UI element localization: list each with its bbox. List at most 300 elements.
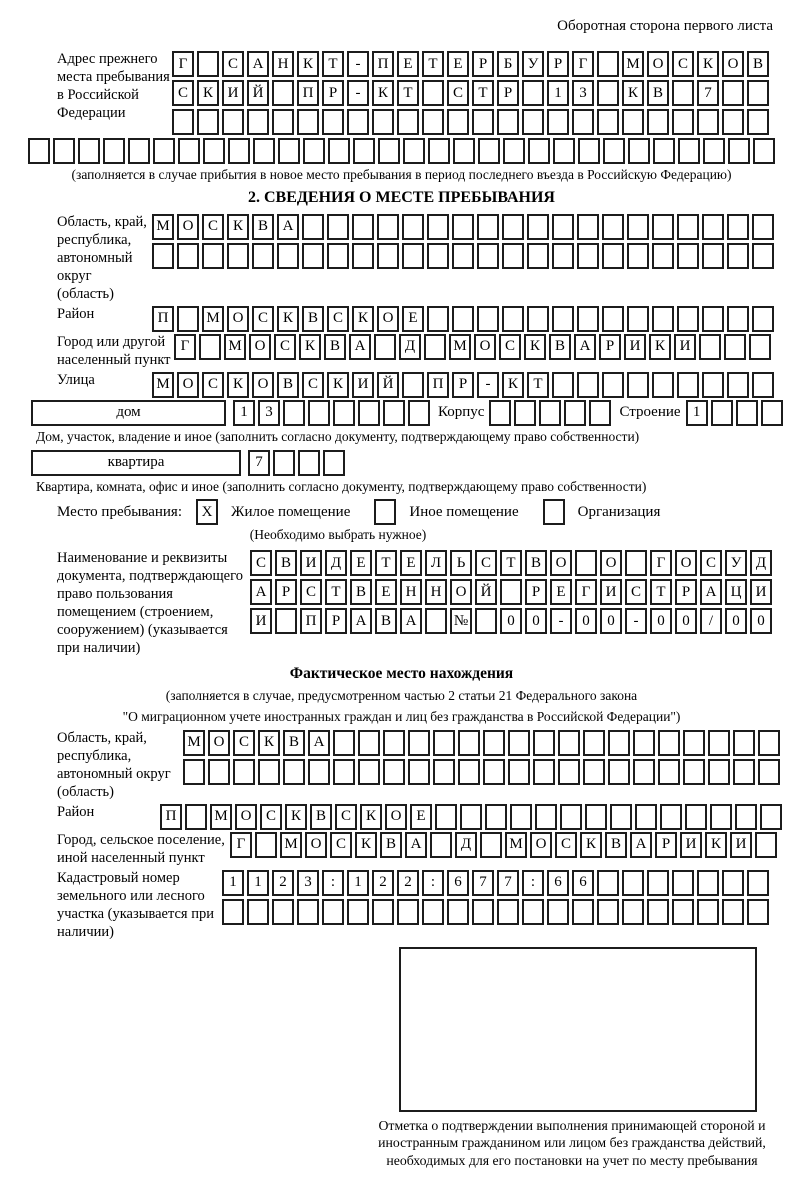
form-cell — [430, 832, 452, 858]
prev-address-note: (заполняется в случае прибытия в новое место пребывания в период последнего въезда в Российскую Федерацию) — [71, 167, 732, 182]
fact-location-note-1: (заполняется в случае, предусмотренном частью 2 статьи 21 Федерального закона — [165, 688, 638, 704]
form-cell — [747, 80, 769, 106]
form-cell: С — [202, 372, 224, 398]
form-cell — [297, 899, 319, 925]
form-cell: А — [349, 334, 371, 360]
form-cell — [697, 899, 719, 925]
form-cell — [627, 306, 649, 332]
form-cell: А — [350, 608, 372, 634]
form-cell — [500, 579, 522, 605]
form-cell: Р — [325, 608, 347, 634]
form-cell: : — [522, 870, 544, 896]
form-cell — [177, 243, 199, 269]
form-cell — [322, 109, 344, 135]
stay-type-block — [57, 499, 775, 525]
form-cell: О — [722, 51, 744, 77]
form-cell: Н — [425, 579, 447, 605]
stamp-area — [28, 947, 775, 1171]
form-cell — [678, 138, 700, 164]
form-cell — [677, 243, 699, 269]
form-cell: 1 — [547, 80, 569, 106]
form-cell — [547, 109, 569, 135]
form-cell: В — [647, 80, 669, 106]
form-cell — [647, 109, 669, 135]
form-cell — [247, 109, 269, 135]
form-cell: О — [177, 372, 199, 398]
form-cell — [202, 243, 224, 269]
district-row — [152, 306, 777, 332]
document-row-1 — [250, 550, 775, 576]
form-cell — [660, 804, 682, 830]
form-cell — [758, 730, 780, 756]
form-cell: О — [249, 334, 271, 360]
form-cell — [452, 243, 474, 269]
form-cell — [503, 138, 525, 164]
form-cell — [610, 804, 632, 830]
form-cell — [583, 730, 605, 756]
form-cell: 0 — [525, 608, 547, 634]
form-cell — [755, 832, 777, 858]
form-cell — [427, 243, 449, 269]
form-cell — [208, 759, 230, 785]
form-cell: И — [352, 372, 374, 398]
form-cell: 7 — [472, 870, 494, 896]
form-cell — [347, 899, 369, 925]
form-cell — [374, 499, 396, 525]
form-cell: О — [550, 550, 572, 576]
form-cell — [402, 243, 424, 269]
form-cell — [627, 372, 649, 398]
form-cell — [353, 138, 375, 164]
form-cell: Р — [599, 334, 621, 360]
form-cell — [408, 400, 430, 426]
form-cell — [152, 243, 174, 269]
region-row-1 — [152, 214, 777, 240]
form-cell: : — [322, 870, 344, 896]
form-cell: М — [449, 334, 471, 360]
form-cell: Т — [397, 80, 419, 106]
form-cell: - — [477, 372, 499, 398]
form-cell: Б — [497, 51, 519, 77]
form-cell — [358, 400, 380, 426]
prev-address-row-1 — [172, 51, 772, 77]
form-cell: Т — [472, 80, 494, 106]
form-cell — [278, 138, 300, 164]
form-cell — [283, 400, 305, 426]
form-cell: И — [674, 334, 696, 360]
form-cell: - — [347, 51, 369, 77]
form-cell: - — [625, 608, 647, 634]
document-block — [28, 550, 775, 658]
form-cell — [53, 138, 75, 164]
form-cell: 7 — [497, 870, 519, 896]
form-cell: Д — [455, 832, 477, 858]
form-cell: 1 — [247, 870, 269, 896]
form-cell: 2 — [397, 870, 419, 896]
form-cell: 0 — [750, 608, 772, 634]
form-cell: Й — [475, 579, 497, 605]
form-cell — [622, 870, 644, 896]
form-cell: С — [625, 579, 647, 605]
form-cell: Г — [575, 579, 597, 605]
form-cell: Г — [172, 51, 194, 77]
form-cell: 7 — [697, 80, 719, 106]
form-cell: О — [252, 372, 274, 398]
form-cell — [672, 109, 694, 135]
form-cell: С — [222, 51, 244, 77]
form-cell — [697, 109, 719, 135]
form-cell: К — [622, 80, 644, 106]
form-cell — [602, 243, 624, 269]
form-cell: 2 — [272, 870, 294, 896]
form-cell — [460, 804, 482, 830]
form-cell — [685, 804, 707, 830]
form-cell — [597, 899, 619, 925]
stay-option-organization: Организация — [577, 503, 661, 520]
form-cell: В — [283, 730, 305, 756]
form-cell: А — [700, 579, 722, 605]
form-cell: С — [233, 730, 255, 756]
form-cell — [489, 400, 511, 426]
region-label: Область, край, республика, автономный округ (область) — [57, 213, 147, 302]
form-cell — [502, 214, 524, 240]
form-cell — [425, 608, 447, 634]
form-cell — [233, 759, 255, 785]
form-cell — [652, 214, 674, 240]
street-block — [28, 372, 775, 398]
document-label: Наименование и реквизиты документа, подтверждающего право пользования помещением (строением, сооружением) (указывается при наличии) — [57, 550, 243, 657]
fact-location-note-2: "О миграционном учете иностранных граждан и лиц без гражданства в Российской Федерации") — [122, 708, 681, 724]
form-cell: С — [330, 832, 352, 858]
form-cell: О — [647, 51, 669, 77]
form-cell — [502, 306, 524, 332]
form-cell: С — [300, 579, 322, 605]
form-cell — [558, 730, 580, 756]
form-cell — [728, 138, 750, 164]
form-cell: О — [675, 550, 697, 576]
prev-address-row-4 — [28, 138, 775, 164]
form-cell — [760, 804, 782, 830]
form-cell — [222, 109, 244, 135]
stay-option-residential: Жилое помещение — [231, 503, 351, 520]
form-cell — [333, 730, 355, 756]
form-cell — [374, 334, 396, 360]
form-cell: А — [277, 214, 299, 240]
form-cell: О — [208, 730, 230, 756]
form-cell: А — [405, 832, 427, 858]
form-cell: И — [750, 579, 772, 605]
form-cell — [658, 759, 680, 785]
form-cell — [177, 306, 199, 332]
form-cell — [711, 400, 733, 426]
district-block — [28, 306, 775, 332]
form-cell — [183, 759, 205, 785]
form-cell: К — [197, 80, 219, 106]
stay-type-note: (Необходимо выбрать нужное) — [249, 527, 427, 543]
form-cell: А — [308, 730, 330, 756]
fact-region-block — [28, 730, 775, 802]
form-cell: П — [300, 608, 322, 634]
form-cell: 3 — [572, 80, 594, 106]
form-cell — [752, 243, 774, 269]
form-cell — [527, 214, 549, 240]
form-cell — [710, 804, 732, 830]
confirmation-stamp-box — [399, 947, 757, 1112]
form-cell — [672, 899, 694, 925]
form-cell — [433, 759, 455, 785]
form-cell: К — [227, 372, 249, 398]
form-cell — [303, 138, 325, 164]
form-cell — [358, 730, 380, 756]
cadastral-label: Кадастровый номер земельного или лесного участка (указывается при наличии) — [57, 869, 214, 940]
form-cell: П — [160, 804, 182, 830]
form-cell: А — [630, 832, 652, 858]
fact-region-row-1 — [183, 730, 783, 756]
form-cell — [697, 870, 719, 896]
form-cell — [477, 306, 499, 332]
form-cell — [652, 306, 674, 332]
form-cell — [323, 450, 345, 476]
form-cell — [733, 759, 755, 785]
form-cell — [733, 730, 755, 756]
form-cell — [597, 80, 619, 106]
form-cell: 6 — [447, 870, 469, 896]
form-cell — [422, 899, 444, 925]
form-cell: С — [302, 372, 324, 398]
house-note: Дом, участок, владение и иное (заполнить согласно документу, подтверждающему право собственности) — [36, 428, 640, 444]
form-cell: : — [422, 870, 444, 896]
form-cell: Р — [675, 579, 697, 605]
form-cell — [252, 243, 274, 269]
form-cell: Т — [527, 372, 549, 398]
form-cell — [597, 109, 619, 135]
form-cell — [475, 608, 497, 634]
form-cell: 1 — [233, 400, 255, 426]
form-cell: С — [274, 334, 296, 360]
form-cell — [627, 214, 649, 240]
cadastral-row-1 — [222, 870, 772, 896]
form-cell: С — [327, 306, 349, 332]
form-cell: В — [747, 51, 769, 77]
form-cell: 0 — [500, 608, 522, 634]
form-cell: К — [697, 51, 719, 77]
form-cell: С — [499, 334, 521, 360]
form-cell: Р — [655, 832, 677, 858]
fact-city-row — [230, 832, 780, 858]
form-cell — [647, 870, 669, 896]
section2-title: 2. СВЕДЕНИЯ О МЕСТЕ ПРЕБЫВАНИЯ — [248, 188, 555, 206]
form-cell: М — [224, 334, 246, 360]
form-cell — [28, 138, 50, 164]
stay-option-other: Иное помещение — [409, 503, 519, 520]
form-cell: Р — [547, 51, 569, 77]
form-cell — [522, 80, 544, 106]
form-cell: А — [247, 51, 269, 77]
form-cell — [608, 759, 630, 785]
form-cell — [372, 109, 394, 135]
form-cell: К — [299, 334, 321, 360]
form-cell — [539, 400, 561, 426]
form-cell: 0 — [725, 608, 747, 634]
form-cell — [272, 899, 294, 925]
form-cell — [327, 214, 349, 240]
form-cell: Е — [447, 51, 469, 77]
form-cell — [543, 499, 565, 525]
form-cell: - — [347, 80, 369, 106]
form-cell: № — [450, 608, 472, 634]
form-cell: О — [385, 804, 407, 830]
form-cell: К — [285, 804, 307, 830]
form-cell — [735, 804, 757, 830]
stroenie-row — [686, 400, 786, 426]
form-cell — [761, 400, 783, 426]
form-cell — [722, 80, 744, 106]
form-cell: 3 — [297, 870, 319, 896]
form-cell: / — [700, 608, 722, 634]
form-cell — [672, 80, 694, 106]
form-cell — [577, 372, 599, 398]
form-cell: К — [372, 80, 394, 106]
form-cell — [383, 400, 405, 426]
form-cell — [708, 759, 730, 785]
form-cell — [597, 51, 619, 77]
form-cell: М — [280, 832, 302, 858]
form-cell: 3 — [258, 400, 280, 426]
form-cell — [247, 899, 269, 925]
form-cell — [752, 214, 774, 240]
form-cell: 1 — [347, 870, 369, 896]
document-row-2 — [250, 579, 775, 605]
form-cell — [153, 138, 175, 164]
stay-checkbox-organization — [543, 499, 568, 525]
form-cell — [185, 804, 207, 830]
form-cell — [658, 730, 680, 756]
form-cell — [103, 138, 125, 164]
form-cell: Р — [452, 372, 474, 398]
form-cell: Р — [275, 579, 297, 605]
form-cell — [402, 214, 424, 240]
prev-address-row-2 — [172, 80, 772, 106]
form-cell — [702, 306, 724, 332]
fact-district-block — [28, 804, 775, 830]
form-cell — [547, 899, 569, 925]
form-cell — [255, 832, 277, 858]
form-cell — [702, 372, 724, 398]
form-cell — [528, 138, 550, 164]
form-cell: Г — [174, 334, 196, 360]
form-cell: К — [524, 334, 546, 360]
form-cell — [577, 243, 599, 269]
form-cell — [672, 870, 694, 896]
form-cell: 0 — [650, 608, 672, 634]
form-cell — [408, 759, 430, 785]
form-cell: К — [258, 730, 280, 756]
page-header-note: Оборотная сторона первого листа — [557, 18, 773, 34]
form-cell: У — [522, 51, 544, 77]
form-cell: А — [400, 608, 422, 634]
form-cell: Т — [500, 550, 522, 576]
form-cell — [602, 372, 624, 398]
form-cell — [477, 214, 499, 240]
form-cell — [277, 243, 299, 269]
form-cell — [603, 138, 625, 164]
form-cell — [433, 730, 455, 756]
form-cell — [708, 730, 730, 756]
form-cell: П — [372, 51, 394, 77]
form-cell: С — [672, 51, 694, 77]
form-cell: Е — [402, 306, 424, 332]
form-cell: Т — [325, 579, 347, 605]
form-cell: О — [377, 306, 399, 332]
form-cell: М — [505, 832, 527, 858]
form-cell — [652, 372, 674, 398]
form-cell — [477, 243, 499, 269]
form-cell — [358, 759, 380, 785]
form-cell — [458, 759, 480, 785]
form-cell — [522, 899, 544, 925]
form-cell — [553, 138, 575, 164]
form-cell: 2 — [372, 870, 394, 896]
form-cell — [308, 759, 330, 785]
form-cell — [424, 334, 446, 360]
form-cell: С — [252, 306, 274, 332]
form-cell: К — [705, 832, 727, 858]
form-cell — [724, 334, 746, 360]
fact-district-label: Район — [57, 803, 95, 820]
stroenie-label: Строение — [619, 404, 681, 421]
stay-type-label: Место пребывания: — [57, 503, 182, 520]
form-cell: О — [450, 579, 472, 605]
form-cell — [272, 80, 294, 106]
house-number-row — [233, 400, 433, 426]
form-cell: К — [580, 832, 602, 858]
form-cell: И — [222, 80, 244, 106]
form-cell: М — [210, 804, 232, 830]
form-cell — [589, 400, 611, 426]
korpus-row — [489, 400, 614, 426]
form-cell — [422, 109, 444, 135]
form-cell — [633, 730, 655, 756]
form-cell — [272, 109, 294, 135]
form-cell: И — [680, 832, 702, 858]
form-cell: К — [502, 372, 524, 398]
form-cell — [478, 138, 500, 164]
form-cell — [78, 138, 100, 164]
form-cell: Т — [650, 579, 672, 605]
fact-region-label: Область, край, республика, автономный округ (область) — [57, 729, 171, 800]
form-cell — [752, 372, 774, 398]
city-row — [174, 334, 774, 360]
form-cell: 1 — [222, 870, 244, 896]
form-cell: Г — [230, 832, 252, 858]
form-cell — [452, 214, 474, 240]
region-row-2 — [152, 243, 777, 269]
document-row-3 — [250, 608, 775, 634]
form-cell — [552, 306, 574, 332]
form-cell — [677, 372, 699, 398]
form-cell: Й — [247, 80, 269, 106]
form-cell — [727, 372, 749, 398]
form-cell — [298, 450, 320, 476]
form-cell — [197, 109, 219, 135]
form-cell: К — [277, 306, 299, 332]
form-cell — [749, 334, 771, 360]
form-cell — [408, 730, 430, 756]
form-cell — [275, 608, 297, 634]
form-cell — [427, 214, 449, 240]
form-cell: И — [624, 334, 646, 360]
form-cell — [452, 306, 474, 332]
